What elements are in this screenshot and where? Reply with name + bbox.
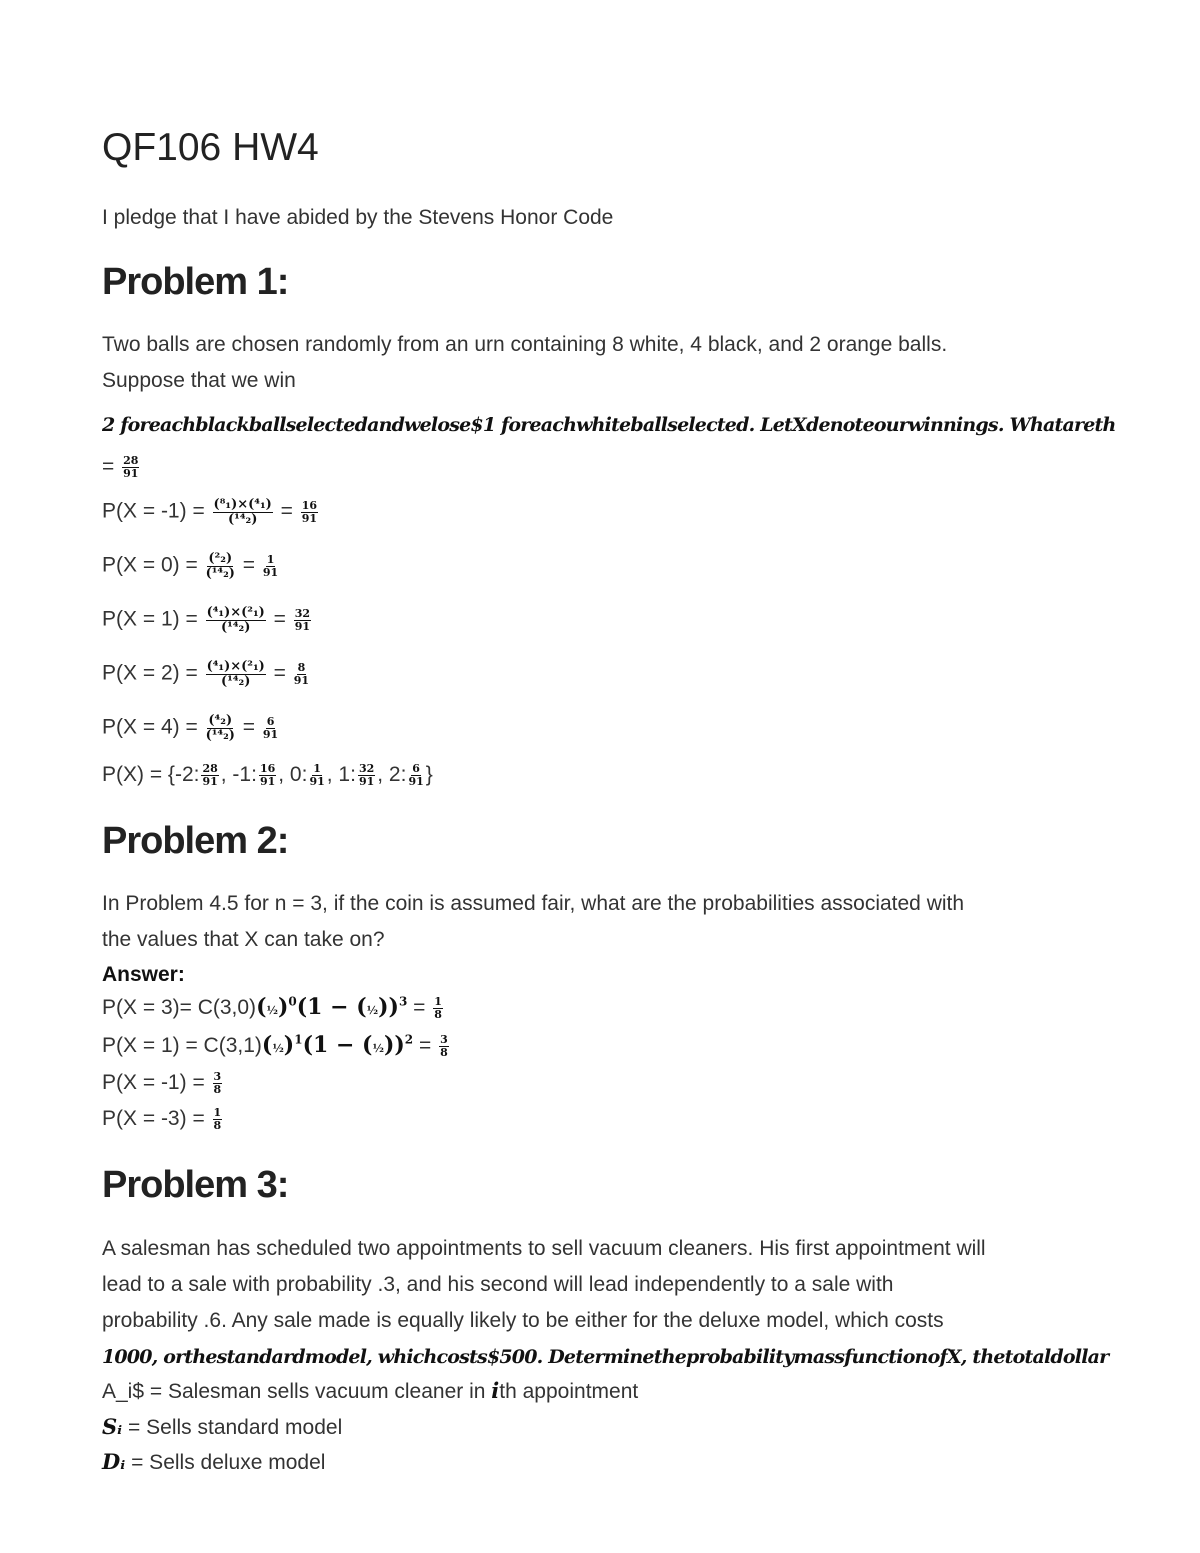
problem-3-def-ai: A_i$ = Salesman sells vacuum cleaner in ith appointment [102, 1378, 639, 1403]
fraction: $\frac{6}{91}$ [408, 762, 424, 788]
problem-1-row-4: P(X = 4) = $\frac{\text{(⁴₂)}}{\text{(¹⁴₂)}}$ = $\frac{6}{91}$ [102, 713, 279, 743]
fraction: $\frac{1}{8}$ [434, 995, 442, 1021]
problem-2-text-line2: the values that X can take on? [102, 928, 385, 951]
fraction: $\frac{16}{91}$ [259, 762, 276, 788]
fraction: $\frac{3}{8}$ [440, 1033, 448, 1059]
problem-1-row-0: P(X = 0) = $\frac{\text{(²₂)}}{\text{(¹⁴₂)}}$ = $\frac{1}{91}$ [102, 551, 279, 581]
problem-3-text-line2: lead to a sale with probability .3, and his second will lead independently to a sale with [102, 1273, 894, 1296]
problem-1-row-2: P(X = 2) = $\frac{\text{(⁴₁)×(²₁)}}{\text{(¹⁴₂)}}$ = $\frac{8}{91}$ [102, 659, 310, 689]
problem-1-row-neg1: P(X = -1) = $\frac{\text{(⁸₁)×(⁴₁)}}{\text{(¹⁴₂)}}$ = $\frac{16}{91}$ [102, 497, 318, 527]
problem-1-text-line2: Suppose that we win [102, 369, 296, 392]
problem-2-row-xneg3: P(X = -3) = $\frac{1}{8}$ [102, 1106, 222, 1132]
binomial-fraction: $\frac{\text{(⁴₂)}}{\text{(¹⁴₂)}}$ [205, 713, 235, 743]
document-page [102, 126, 1152, 1474]
problem-1-eq-line: = $\frac{28}{91}$ [102, 454, 139, 480]
problem-1-summary: P(X) = {-2: $\frac{28}{91}$ , -1: $\frac{16}{91}$ , 0: $\frac{1}{91}$ , 1: $\frac{32}{91}$ , 2: $\frac{6}{91}$ } [102, 762, 433, 788]
problem-3-heading: Problem 3: [102, 1164, 289, 1206]
fraction: $\frac{3}{8}$ [213, 1070, 222, 1096]
fraction: $\frac{28}{91}$ [202, 762, 218, 788]
fraction: $\frac{1}{8}$ [213, 1106, 222, 1132]
binomial-fraction: $\frac{\text{(²₂)}}{\text{(¹⁴₂)}}$ [205, 551, 235, 581]
binomial-fraction: $\frac{\text{(⁸₁)×(⁴₁)}}{\text{(¹⁴₂)}}$ [213, 497, 272, 527]
fraction: $\frac{16}{91}$ [301, 499, 318, 525]
problem-1-garbled-math: 2 foreachblackballselectedandwelose$1 foreachwhiteballselected. LetXdenoteourwinnings. Whatareth [102, 414, 1116, 436]
problem-3-def-di: Dᵢ = Sells deluxe model [102, 1449, 326, 1474]
problem-2-text-line1: In Problem 4.5 for n = 3, if the coin is assumed fair, what are the probabilities associated with [102, 892, 965, 915]
document-title: QF106 HW4 [102, 126, 319, 169]
fraction: $\frac{32}{91}$ [358, 762, 375, 788]
fraction: $\frac{6}{91}$ [262, 715, 279, 741]
problem-2-row-x3: P(X = 3)= C(3,0)(½)$^0$(1 − (½))$^3$ = $\frac{1}{8}$ [102, 994, 442, 1021]
problem-3-text-line3: probability .6. Any sale made is equally likely to be either for the deluxe model, which costs [102, 1309, 944, 1332]
problem-3-garbled-math: 1000, orthestandardmodel, whichcosts$500. DeterminetheprobabilitymassfunctionofX, thetotaldollar [102, 1346, 1109, 1368]
binomial-fraction: $\frac{\text{(⁴₁)×(²₁)}}{\text{(¹⁴₂)}}$ [206, 605, 265, 635]
honor-pledge: I pledge that I have abided by the Stevens Honor Code [102, 206, 614, 229]
fraction: $\frac{1}{91}$ [262, 553, 279, 579]
problem-3-def-si: Sᵢ = Sells standard model [102, 1414, 343, 1439]
fraction: $\frac{32}{91}$ [294, 607, 311, 633]
problem-3-text-line1: A salesman has scheduled two appointments to sell vacuum cleaners. His first appointment will [102, 1237, 986, 1260]
problem-2-row-x1: P(X = 1) = C(3,1)(½)$^1$(1 − (½))$^2$ = $\frac{3}{8}$ [102, 1032, 448, 1059]
binomial-fraction: $\frac{\text{(⁴₁)×(²₁)}}{\text{(¹⁴₂)}}$ [206, 659, 265, 689]
problem-1-row-1: P(X = 1) = $\frac{\text{(⁴₁)×(²₁)}}{\text{(¹⁴₂)}}$ = $\frac{32}{91}$ [102, 605, 311, 635]
fraction: $\frac{8}{91}$ [293, 661, 310, 687]
answer-label: Answer: [102, 963, 185, 986]
problem-2-row-xneg1: P(X = -1) = $\frac{3}{8}$ [102, 1070, 222, 1096]
problem-2-heading: Problem 2: [102, 820, 289, 862]
fraction: $\frac{28}{91}$ [123, 454, 139, 480]
problem-1-heading: Problem 1: [102, 261, 289, 303]
problem-1-text-line1: Two balls are chosen randomly from an urn containing 8 white, 4 black, and 2 orange balls. [102, 333, 948, 356]
fraction: $\frac{1}{91}$ [309, 762, 325, 788]
